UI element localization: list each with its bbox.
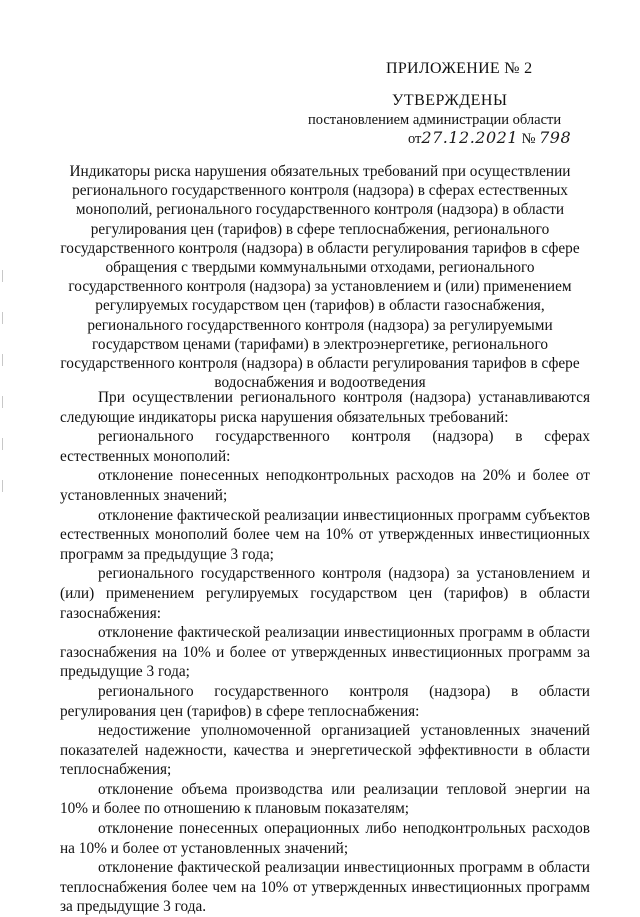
handwritten-date: 27.12.2021 <box>421 128 519 147</box>
indicator-item: отклонение понесенных операционных либо неподконтрольных расходов на 10% и более от установленных значений; <box>60 820 590 857</box>
title-line: государственного контроля (надзора) в области регулирования тарифов в сфере <box>60 239 580 257</box>
title-line: монополий, регионального государственного контроля (надзора) в области <box>75 201 565 219</box>
indicator-item: отклонение фактической реализации инвестиционных программ в области газоснабжения на 10% и более от утвержденных инвестиционных программ за предыдущие 3 года; <box>60 624 590 681</box>
document-body <box>60 388 590 917</box>
section-heading-heat: регионального государственного контроля (надзора) в области регулирования цен (тарифов) в сфере теплоснабжения: <box>60 682 590 720</box>
intro-paragraph: При осуществлении регионального контроля (надзора) устанавливаются следующие индикаторы риска нарушения обязательных требований: <box>60 389 590 426</box>
indicator-item: недостижение уполномоченной организацией установленных значений показателей надежности, качества и энергетической эффективности в области теплоснабжения; <box>60 722 590 779</box>
title-line: Индикаторы риска нарушения обязательных требований при осуществлении <box>69 163 571 180</box>
title-line: регулируемых государством цен (тарифов) в области газоснабжения, <box>95 297 545 315</box>
approved-label: УТВЕРЖДЕНЫ <box>392 92 508 109</box>
decree-line: постановлением администрации области <box>308 112 562 128</box>
document-title <box>40 162 600 392</box>
number-prefix: № <box>521 131 536 147</box>
scan-margin-marks <box>2 270 6 530</box>
section-heading-monopolies: регионального государственного контроля (надзора) в сферах естественных монополий: <box>60 428 590 465</box>
title-line: регулирования цен (тарифов) в сфере теплоснабжения, регионального <box>90 220 550 238</box>
indicator-item: отклонение фактической реализации инвестиционных программ субъектов естественных монополий более чем на 10% от утвержденных инвестиционных программ за предыдущие 3 года; <box>60 506 590 563</box>
section-heading-gas: регионального государственного контроля (надзора) за установлением и (или) применением регулируемых государством цен (тарифов) в области газоснабжения: <box>60 565 590 622</box>
date-prefix: от <box>408 131 422 147</box>
title-line: государственного контроля (надзора) в области регулирования тарифов в сфере <box>60 355 580 373</box>
title-line: регионального государственного контроля (надзора) в сферах естественных <box>72 182 568 200</box>
indicator-item: отклонение объема производства или реализации тепловой энергии на 10% и более по отношению к плановым показателям; <box>60 780 590 818</box>
indicator-item: отклонение понесенных неподконтрольных расходов на 20% и более от установленных значений; <box>60 467 590 504</box>
title-line: обращения с твердыми коммунальными отходами, регионального <box>105 259 535 277</box>
handwritten-number: 798 <box>539 128 572 147</box>
title-line: государственного контроля (надзора) за установлением и (или) применением <box>68 278 572 296</box>
title-line: регионального государственного контроля (надзора) за регулируемыми <box>87 316 553 334</box>
decree-date-line <box>408 128 571 148</box>
title-line: государством ценами (тарифами) в электроэнергетике, регионального <box>92 335 548 353</box>
indicator-item: отклонение фактической реализации инвестиционных программ в области теплоснабжения более чем на 10% от утвержденных инвестиционных программ за предыдущие 3 года. <box>60 859 590 916</box>
title-line: водоснабжения и водоотведения <box>214 374 426 392</box>
appendix-label: ПРИЛОЖЕНИЕ № 2 <box>386 60 533 77</box>
